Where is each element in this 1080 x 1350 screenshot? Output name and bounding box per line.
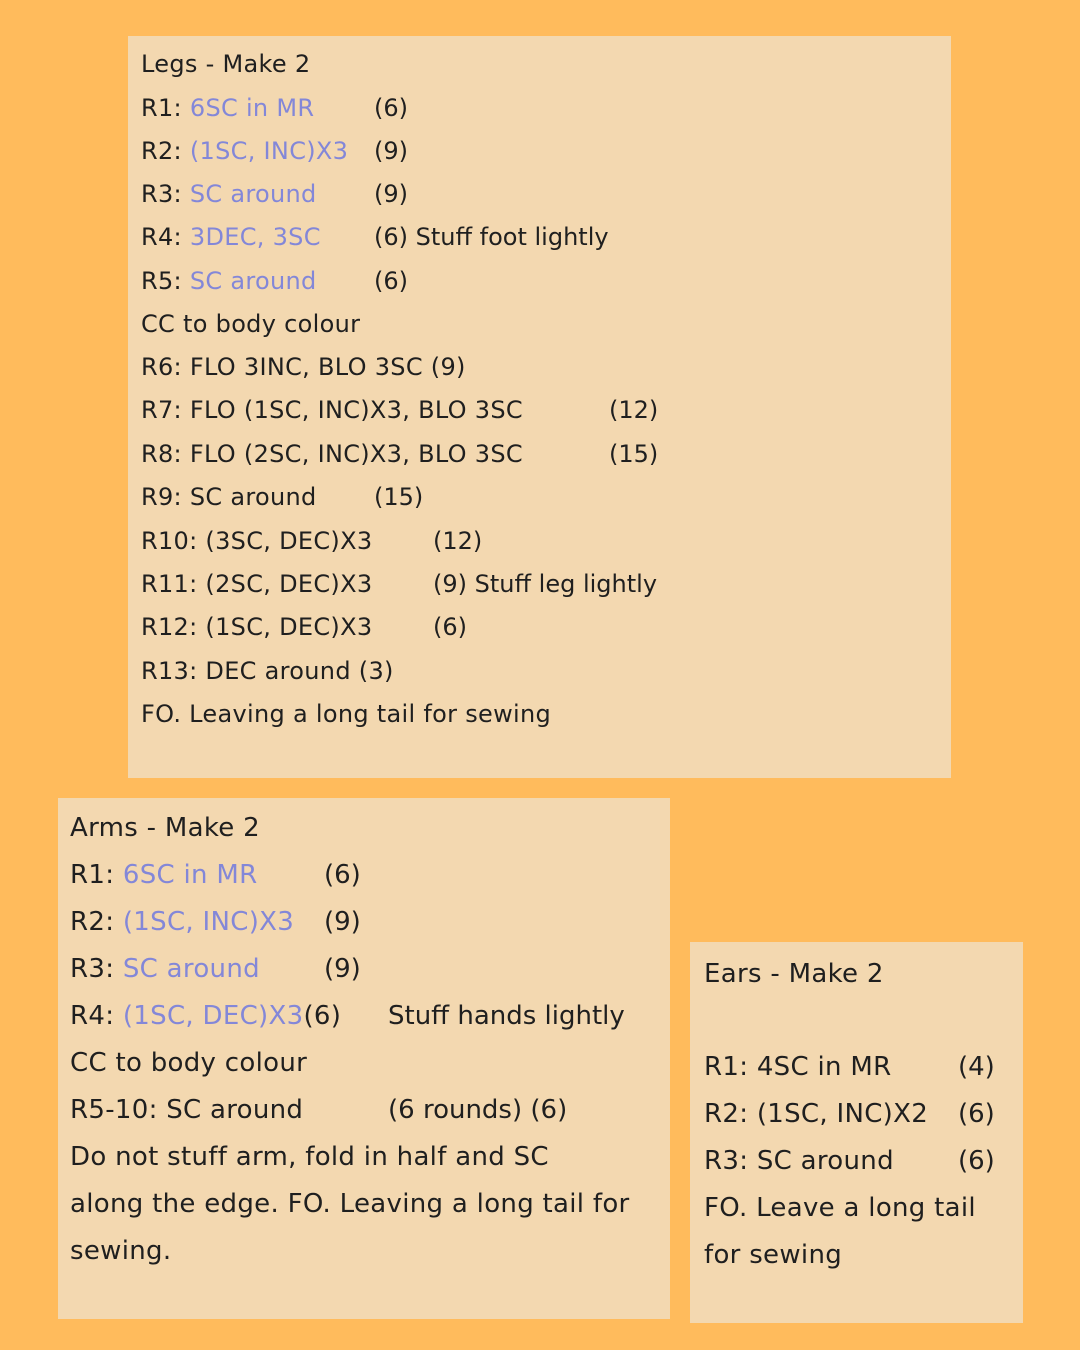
legs-row-10-count: (12) <box>433 527 483 555</box>
ears-row-1-count: (4) <box>958 1052 995 1082</box>
row-label: R2: <box>70 907 115 937</box>
row-label: R1: <box>141 94 182 122</box>
legs-row-7: R7: FLO (1SC, INC)X3, BLO 3SC <box>141 396 523 424</box>
legs-row-8: R8: FLO (2SC, INC)X3, BLO 3SC <box>141 440 523 468</box>
ears-pattern-card <box>690 942 1023 1323</box>
arms-row-5-10-count: (6 rounds) (6) <box>388 1095 568 1125</box>
row-note: Stuff leg lightly <box>474 570 658 598</box>
arms-finish-line-3: sewing. <box>70 1236 172 1266</box>
row-note: Stuff foot lightly <box>415 223 609 251</box>
legs-row-5-count: (6) <box>374 267 408 295</box>
arms-row-1-count: (6) <box>324 860 361 890</box>
legs-row-9-count: (15) <box>374 483 424 511</box>
legs-row-12: R12: (1SC, DEC)X3 <box>141 613 373 641</box>
arms-row-3 <box>70 956 260 982</box>
legs-row-2 <box>141 139 348 163</box>
ears-row-3-count: (6) <box>958 1146 995 1176</box>
row-instruction: 6SC in MR <box>189 94 315 122</box>
row-instruction: SC around <box>189 267 317 295</box>
arms-row-4-note: Stuff hands lightly <box>388 1001 625 1031</box>
ears-row-3: R3: SC around <box>704 1146 894 1176</box>
row-instruction: 6SC in MR <box>122 860 258 890</box>
arms-row-2-count: (9) <box>324 907 361 937</box>
row-label: R4: <box>141 223 182 251</box>
legs-row-1-count: (6) <box>374 94 408 122</box>
legs-row-4-count <box>374 225 609 249</box>
legs-row-11-count <box>433 572 657 596</box>
legs-row-9: R9: SC around <box>141 483 317 511</box>
row-count: (6) <box>303 1001 342 1031</box>
row-label: R3: <box>70 954 115 984</box>
row-instruction: SC around <box>189 180 317 208</box>
legs-row-11: R11: (2SC, DEC)X3 <box>141 570 373 598</box>
ears-row-2-count: (6) <box>958 1099 995 1129</box>
row-count: (6) <box>374 223 408 251</box>
arms-row-3-count: (9) <box>324 954 361 984</box>
arms-row-2 <box>70 909 294 935</box>
row-label: R2: <box>141 137 182 165</box>
arms-row-1 <box>70 862 258 888</box>
arms-finish-line-2: along the edge. FO. Leaving a long tail for <box>70 1189 630 1219</box>
legs-row-5 <box>141 269 317 293</box>
ears-fo-line-1: FO. Leave a long tail <box>704 1193 976 1223</box>
legs-cc-note: CC to body colour <box>141 310 361 338</box>
legs-row-12-count: (6) <box>433 613 467 641</box>
arms-finish-line-1: Do not stuff arm, fold in half and SC <box>70 1142 549 1172</box>
row-count: (9) <box>433 570 467 598</box>
legs-row-6: R6: FLO 3INC, BLO 3SC (9) <box>141 353 466 381</box>
legs-title: Legs - Make 2 <box>141 50 311 78</box>
legs-row-13: R13: DEC around (3) <box>141 657 394 685</box>
arms-pattern-card <box>58 798 670 1319</box>
row-label: R5: <box>141 267 182 295</box>
row-instruction: (1SC, INC)X3 <box>122 907 295 937</box>
arms-row-4 <box>70 1003 341 1029</box>
arms-cc-note: CC to body colour <box>70 1048 308 1078</box>
row-instruction: SC around <box>122 954 260 984</box>
legs-row-8-count: (15) <box>609 440 659 468</box>
ears-row-2: R2: (1SC, INC)X2 <box>704 1099 929 1129</box>
row-label: R3: <box>141 180 182 208</box>
row-label: R4: <box>70 1001 115 1031</box>
legs-pattern-card <box>128 36 951 778</box>
legs-row-2-count: (9) <box>374 137 408 165</box>
legs-row-1 <box>141 96 314 120</box>
ears-title: Ears - Make 2 <box>704 959 884 989</box>
legs-row-4 <box>141 225 321 249</box>
ears-row-1: R1: 4SC in MR <box>704 1052 892 1082</box>
arms-title: Arms - Make 2 <box>70 813 261 843</box>
row-instruction: (1SC, INC)X3 <box>189 137 349 165</box>
row-instruction: 3DEC, 3SC <box>189 223 321 251</box>
row-instruction: (1SC, DEC)X3 <box>122 1001 304 1031</box>
arms-row-5-10: R5-10: SC around <box>70 1095 304 1125</box>
legs-row-3 <box>141 182 317 206</box>
legs-row-3-count: (9) <box>374 180 408 208</box>
ears-fo-line-2: for sewing <box>704 1240 843 1270</box>
legs-row-10: R10: (3SC, DEC)X3 <box>141 527 373 555</box>
row-label: R1: <box>70 860 115 890</box>
legs-row-7-count: (12) <box>609 396 659 424</box>
legs-fo-note: FO. Leaving a long tail for sewing <box>141 700 552 728</box>
